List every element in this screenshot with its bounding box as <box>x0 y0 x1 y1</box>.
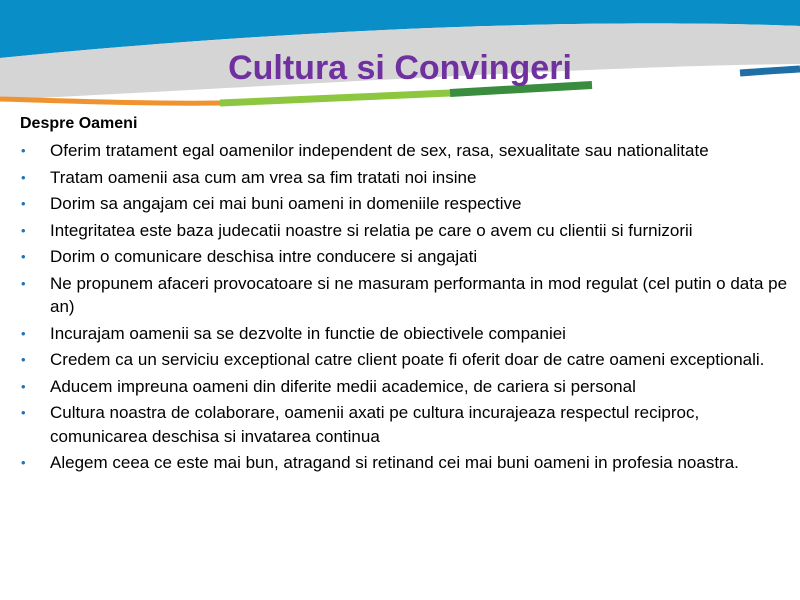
list-item-text: Ne propunem afaceri provocatoare si ne masuram performanta in mod regulat (cel putin o data pe an) <box>50 273 788 316</box>
list-item <box>20 401 792 448</box>
bullet-list <box>20 139 792 475</box>
content-area <box>20 114 792 478</box>
list-item <box>20 375 792 399</box>
bullet-dot-icon: • <box>21 196 26 211</box>
bullet-dot-icon: • <box>21 352 26 367</box>
list-item <box>20 451 792 475</box>
list-item-text: Alegem ceea ce este mai bun, atragand si retinand cei mai buni oameni in profesia noastra. <box>50 453 739 472</box>
list-item <box>20 322 792 346</box>
list-item <box>20 219 792 243</box>
slide-title: Cultura si Convingeri <box>228 49 572 87</box>
section-heading: Despre Oameni <box>20 115 138 132</box>
list-item <box>20 245 792 269</box>
list-item-text: Credem ca un serviciu exceptional catre client poate fi oferit doar de catre oameni exceptionali. <box>50 350 765 369</box>
list-item <box>20 192 792 216</box>
list-item-text: Oferim tratament egal oamenilor independent de sex, rasa, sexualitate sau nationalitate <box>50 141 709 160</box>
bullet-dot-icon: • <box>21 405 26 420</box>
list-item-text: Dorim sa angajam cei mai buni oameni in domeniile respective <box>50 194 522 213</box>
bullet-dot-icon: • <box>21 249 26 264</box>
list-item <box>20 272 792 319</box>
accent-orange-stroke <box>0 99 220 103</box>
list-item-text: Aducem impreuna oameni din diferite medii academice, de cariera si personal <box>50 376 636 396</box>
list-item-text: Dorim o comunicare deschisa intre conducere si angajati <box>50 247 478 266</box>
bullet-dot-icon: • <box>21 169 26 185</box>
list-item-text: Incurajam oamenii sa se dezvolte in functie de obiectivele companiei <box>50 323 566 343</box>
bullet-dot-icon: • <box>21 325 26 341</box>
list-item-text: Tratam oamenii asa cum am vrea sa fim tratati noi insine <box>50 167 477 187</box>
list-item <box>20 166 792 190</box>
accent-green-stroke <box>220 93 450 103</box>
list-item-text: Integritatea este baza judecatii noastre si relatia pe care o avem cu clientii si furnizorii <box>50 220 693 240</box>
bullet-dot-icon: • <box>21 222 26 238</box>
bullet-dot-icon: • <box>21 455 26 470</box>
bullet-dot-icon: • <box>21 143 26 158</box>
list-item <box>20 139 792 163</box>
list-item <box>20 348 792 372</box>
list-item-text: Cultura noastra de colaborare, oamenii axati pe cultura incurajeaza respectul reciproc, comunicarea deschisa si invatarea continua <box>50 403 700 446</box>
bullet-dot-icon: • <box>21 378 26 394</box>
bullet-dot-icon: • <box>21 275 26 291</box>
